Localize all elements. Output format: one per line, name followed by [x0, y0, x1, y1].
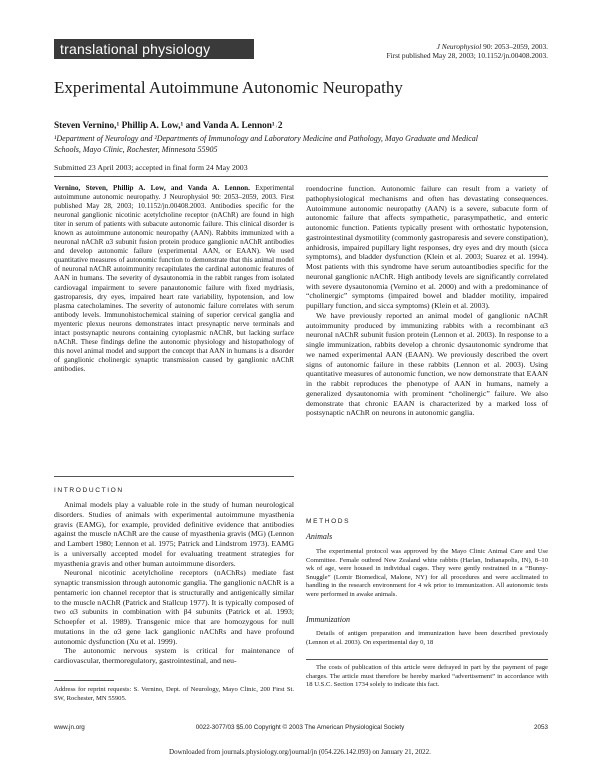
introduction-heading: INTRODUCTION: [54, 487, 124, 494]
affiliation: [54, 133, 548, 155]
footnote-rule-left: [54, 680, 114, 681]
intro-paragraph-2: Neuronal nicotinic acetylcholine receptors (nAChRs) mediate fast synaptic transmission through autonomic ganglia. The ganglionic nAChR is a pentameric ion channel receptor that is structurally and antigenically similar to the muscle nAChR (Patrick and Stallcup 1977). It is typically composed of two α3 subunits in combination with β4 subunits (Patrick et al. 1993; Schoepfer et al. 1989). Transgenic mice that are homozygous for null mutations in the α3 gene lack ganglionic nAChRs and have profound autonomic dysfunction (Xu et al. 1999).: [54, 568, 294, 646]
introduction-right-column: [306, 184, 548, 418]
page-charges-text: The costs of publication of this article were defrayed in part by the payment of page charges. The article must therefore be hereby marked “advertisement” in accordance with 18 U.S.C. Section 1734 solely to indicate this fact.: [306, 664, 548, 689]
article-title: Experimental Autoimmune Autonomic Neuropathy: [54, 78, 403, 97]
affiliation-line-1: ¹Department of Neurology and ²Departments of Immunology and Laboratory Medicine and Pathology, Mayo Graduate and Medical: [54, 134, 478, 143]
journal-url[interactable]: www.jn.org: [54, 724, 85, 731]
download-notice: Downloaded from journals.physiology.org/journal/jn (054.226.142.093) on January 21, 2022.: [169, 748, 431, 756]
animals-heading: Animals: [306, 532, 333, 541]
page-charges-note: [306, 664, 548, 690]
animals-text: [306, 548, 548, 600]
immunization-text: [306, 630, 548, 647]
published-line: First published May 28, 2003; 10.1152/jn.00408.2003.: [386, 51, 548, 61]
citation-block: [386, 42, 548, 61]
volume-pages: 90: 2053–2059, 2003.: [483, 42, 548, 51]
immunization-heading: Immunization: [306, 615, 350, 624]
abstract-body: Experimental autoimmune autonomic neuropathy. J Neurophysiol 90: 2053–2059, 2003. First published May 28, 2003; 10.1152/jn.00408.2003. Antibodies specific for the neuronal ganglionic nicotinic acetylcholine receptor (nAChR) are found in high titer in serum of patients with subacute autonomic failure. This clinical disorder is known as autoimmune autonomic neuropathy (AAN). Rabbits immunized with a neuronal nAChR α3 subunit fusion protein produce ganglionic nAChR antibodies and develop autonomic failure (experimental AAN, or EAAN). We used quantitative measures of autonomic function to demonstrate that this animal model of neuronal nAChR autoimmunity recapitulates the cardinal autonomic features of AAN in humans. The severity of dysautonomia in the rabbit ranges from isolated cardiovagal impairment to severe panautonomic failure with fixed mydriasis, gastroparesis, dry eyes, impaired heart rate variability, hypotension, and low plasma catecholamines. The severity of autonomic failure correlates with serum antibody levels. Immunohistochemical staining of superior cervical ganglia and myenteric plexus neurons demonstrates intact presynaptic nerve terminals and intact postsynaptic neurons containing cytoplasmic nAChR, but lacking surface nAChR. These findings define the autonomic physiology and histopathology of this novel animal model and support the concept that AAN in humans is a disorder of ganglionic cholinergic synaptic transmission caused by ganglionic nAChR antibodies.: [54, 184, 294, 373]
abstract-lead: Vernino, Steven, Phillip A. Low, and Vanda A. Lennon.: [54, 184, 250, 192]
footnote-rule-right: [306, 659, 548, 660]
section-banner-label: translational physiology: [60, 41, 211, 57]
animals-paragraph: The experimental protocol was approved by the Mayo Clinic Animal Care and Use Committee. Female outbred New Zealand white rabbits (Harlan, Indianapolis, IN), 8–10 wk of age, were housed in individual cages. They were gently restrained in a “Bunny-Snuggle” (Lomir Biomedical, Malone, NY) for all procedures and were acclimated to handling in the research environment for 4 wk prior to immunization. All autonomic tests were performed in awake animals.: [306, 548, 548, 598]
submission-dates: Submitted 23 April 2003; accepted in final form 24 May 2003: [54, 163, 248, 172]
intro-paragraph-3: The autonomic nervous system is critical for maintenance of cardiovascular, thermoregulatory, gastrointestinal, and neu-: [54, 646, 294, 665]
header-divider: [54, 176, 548, 177]
abstract: [54, 184, 294, 374]
section-banner: [54, 39, 254, 59]
abstract-divider: [54, 476, 294, 477]
methods-heading: METHODS: [306, 518, 351, 525]
intro-paragraph-4: roendocrine function. Autonomic failure can result from a variety of pathophysiological mechanisms and often has devastating consequences. Autoimmune autonomic neuropathy (AAN) is a severe, subacute form of autonomic failure that affects sympathetic, parasympathetic, and enteric autonomic function. Patients typically present with orthostatic hypotension, gastrointestinal dysmotility (commonly gastroparesis and severe constipation), anhidrosis, impaired pupillary light responses, dry eyes and dry mouth (sicca symptoms), and bladder dysfunction (Klein et al. 2003; Suarez et al. 1994). Most patients with this syndrome have serum autoantibodies specific for the neuronal ganglionic nAChR. High antibody levels are significantly correlated with severe dysautonomia (Vernino et al. 2000) and with a predominance of “cholinergic” symptoms (impaired bowel and bladder motility, impaired pupillary function, and sicca symptoms) (Klein et al. 2003).: [306, 184, 548, 310]
citation-line: [386, 42, 548, 51]
intro-paragraph-1: Animal models play a valuable role in the study of human neurological disorders. Studies of animals with experimental autoimmune myasthenia gravis (EAMG), for example, provided definitive evidence that antibodies against the muscle nAChR are the cause of myasthenia gravis (MG) (Lennon and Lambert 1980; Lennon et al. 1975; Patrick and Lindstrom 1973). EAMG is a universally accepted model for evaluating treatment strategies for myasthenia gravis and other human autoimmune disorders.: [54, 500, 294, 568]
intro-paragraph-5: We have previously reported an animal model of ganglionic nAChR autoimmunity produced by immunizing rabbits with a recombinant α3 neuronal nAChR subunit fusion protein (Lennon et al. 2003). In response to a single immunization, rabbits develop a chronic dysautonomic syndrome that we named experimental AAN (EAAN). We previously described the overt signs of autonomic failure in these rabbits (Lennon et al. 2003). Using quantitative measures of autonomic function, we now demonstrate that EAAN in the rabbit reproduces the phenotype of AAN in humans, namely a generalized dysautonomia with prominent “cholinergic” failure. We also demonstrate that chronic EAAN is characterized by a marked loss of postsynaptic nAChR on neurons in autonomic ganglia.: [306, 310, 548, 418]
page-number: 2053: [533, 724, 548, 731]
journal-name: J Neurophysiol: [436, 42, 482, 51]
author-list: Steven Vernino,¹ Phillip A. Low,¹ and Vanda A. Lennon¹˒2: [54, 121, 283, 131]
immunization-paragraph: Details of antigen preparation and immunization have been described previously (Lennon et al. 2003). On experimental day 0, 18: [306, 630, 548, 646]
reprint-address: Address for reprint requests: S. Vernino, Dept. of Neurology, Mayo Clinic, 200 First St. SW, Rochester, MN 55905.: [54, 686, 294, 702]
affiliation-line-2: Schools, Mayo Clinic, Rochester, Minnesota 55905: [54, 145, 218, 154]
copyright-line: 0022-3077/03 $5.00 Copyright © 2003 The American Physiological Society: [195, 724, 405, 731]
